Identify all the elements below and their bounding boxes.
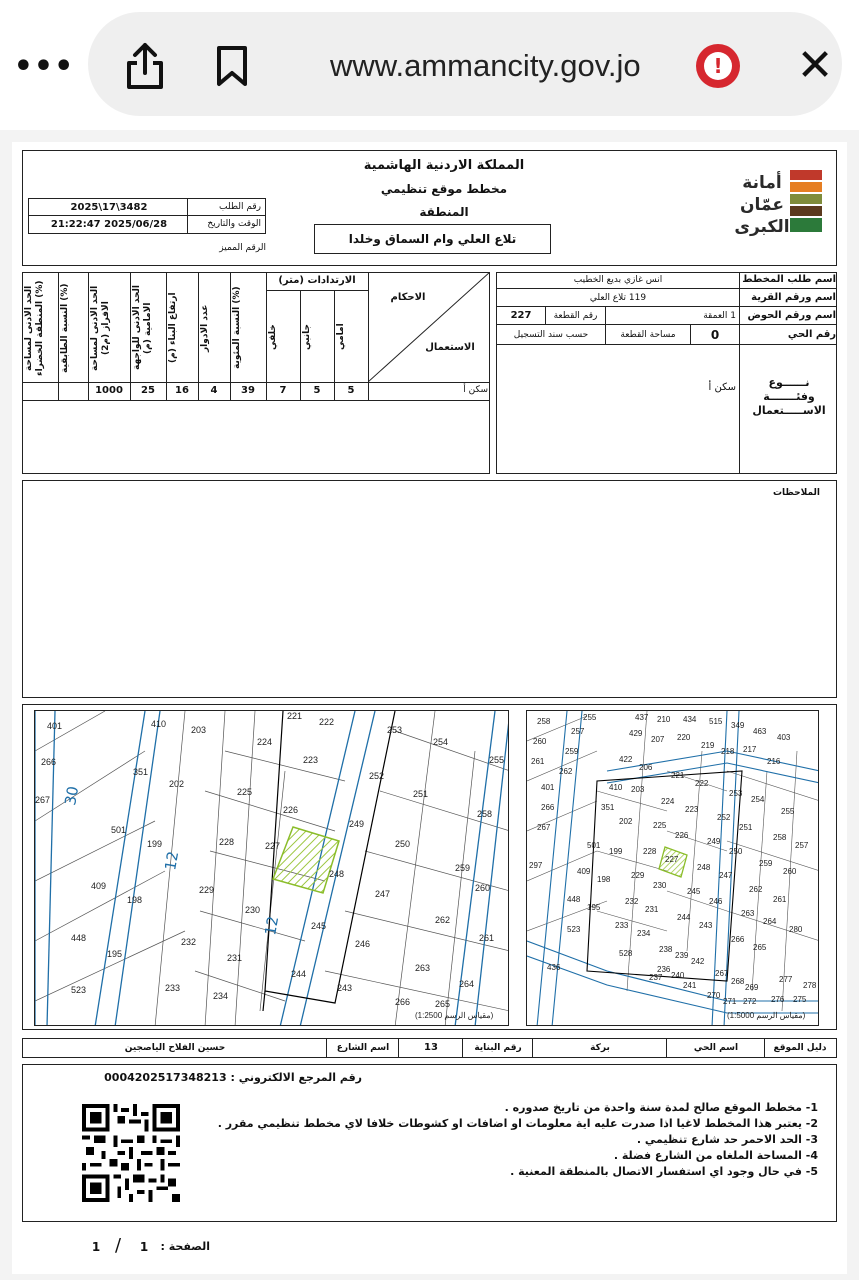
ov-parcel-222: 222 [695, 779, 709, 788]
close-icon[interactable]: ✕ [796, 39, 834, 91]
parcel-202: 202 [169, 779, 185, 789]
row-front: 5 [347, 385, 355, 396]
ov-parcel-243: 243 [699, 921, 713, 930]
ov-parcel-265: 265 [753, 943, 767, 952]
page-total: 1 [91, 1240, 101, 1254]
parcel-267: 267 [35, 795, 51, 805]
divider [605, 306, 606, 344]
ov-parcel-264: 264 [763, 917, 777, 926]
divider [764, 1038, 765, 1058]
parcel-255: 255 [489, 755, 505, 765]
basin-label: اسم ورقم الحوض [747, 310, 836, 321]
plot-label: رقم القطعة [553, 311, 598, 321]
ov-parcel-250: 250 [729, 847, 743, 856]
min-area-label: الحد الادنى لمساحة الافراز (م2) [90, 285, 111, 371]
ov-parcel-297: 297 [529, 861, 543, 870]
divider [22, 400, 490, 401]
row-frontage: 25 [141, 385, 155, 396]
ov-parcel-227: 227 [665, 855, 679, 864]
use-value: سكن أ [708, 382, 736, 393]
street-label-12b: 12 [261, 914, 283, 937]
ov-parcel-410: 410 [609, 783, 623, 792]
row-use: سكن أ [463, 385, 488, 395]
ov-parcel-278: 278 [803, 981, 817, 990]
parcel-203: 203 [191, 725, 207, 735]
parcel-227: 227 [265, 841, 281, 851]
plot-value: 227 [510, 310, 532, 321]
divider [22, 382, 490, 383]
street-name-value: حسين الفلاح الياصجين [124, 1043, 226, 1053]
ov-parcel-261: 261 [531, 757, 545, 766]
divider [266, 290, 368, 291]
row-coverage: 39 [241, 385, 255, 396]
ref-label: رقم المرجع الالكتروني : [230, 1071, 362, 1084]
datetime-value: 21:22:47 2025/06/28 [50, 219, 168, 230]
note-2: 2- يعتبر هذا المخطط لاغيا اذا صدرت عليه اية معلومات او اضافات او كشوطات خلافا لاي مخطط تنظيمي مقرر . [217, 1117, 818, 1130]
setbacks-label: الارتدادات (متر) [278, 275, 356, 286]
map-detail-drawing [35, 711, 509, 1026]
parcel-448: 448 [71, 933, 87, 943]
request-no-label: رقم الطلب [187, 199, 265, 216]
parcel-199: 199 [147, 839, 163, 849]
ov-parcel-272: 272 [743, 997, 757, 1006]
divider [496, 324, 837, 325]
ov-parcel-195: 195 [587, 903, 601, 912]
ov-parcel-236: 236 [657, 965, 671, 974]
row-back: 7 [279, 385, 287, 396]
ov-parcel-268: 268 [731, 977, 745, 986]
ov-parcel-199: 199 [609, 847, 623, 856]
parcel-266: 266 [395, 997, 411, 1007]
parcel-195: 195 [107, 949, 123, 959]
ov-parcel-515: 515 [709, 717, 723, 726]
parcel-263: 263 [415, 963, 431, 973]
ov-parcel-409: 409 [577, 867, 591, 876]
ov-parcel-448: 448 [567, 895, 581, 904]
parcel-260: 260 [475, 883, 491, 893]
parcel-254: 254 [433, 737, 449, 747]
ov-parcel-267: 267 [537, 823, 551, 832]
parcel-262: 262 [435, 915, 451, 925]
logo-mark-icon [788, 166, 824, 238]
parcel-247: 247 [375, 889, 391, 899]
special-no-label: الرقم المميز [219, 243, 266, 253]
ov-parcel-251: 251 [739, 823, 753, 832]
datetime-label: الوقت والتاريخ [187, 216, 265, 233]
ov-parcel-202: 202 [619, 817, 633, 826]
ov-parcel-257: 257 [571, 727, 585, 736]
ov-parcel-252: 252 [717, 813, 731, 822]
use-label-1: نــــــوع [768, 376, 810, 389]
map-overview-5000[interactable] [526, 710, 819, 1026]
divider [496, 344, 837, 345]
frontage-label: الحد الادنى للواجهة الامامية (م) [132, 285, 153, 371]
note-4: 4- المساحة الملغاه من الشارع فضلة . [613, 1149, 818, 1162]
left-map-scale: (مقياس الرسم 1:2500) [415, 1011, 494, 1020]
divider [198, 272, 199, 400]
right-map-scale: (مقياس الرسم 1:5000) [727, 1011, 806, 1020]
parcel-234: 234 [213, 991, 229, 1001]
ref-value: 0004202517348213 [104, 1071, 227, 1084]
bookmark-icon[interactable] [208, 40, 256, 92]
ov-parcel-258: 258 [537, 717, 551, 726]
ov-parcel-263: 263 [741, 909, 755, 918]
ov-parcel-221: 221 [671, 771, 685, 780]
parcel-523: 523 [71, 985, 87, 995]
divider [88, 272, 89, 400]
street-label-12: 12 [161, 849, 183, 872]
ov-parcel-523: 523 [567, 925, 581, 934]
basin-value: 1 العمقة [703, 311, 736, 321]
ov-parcel-267b: 267 [715, 969, 729, 978]
divider [739, 272, 740, 474]
village-label: اسم ورقم القرية [751, 292, 836, 303]
request-no-value: 2025\17\3482 [70, 202, 148, 213]
ov-parcel-233: 233 [615, 921, 629, 930]
row-height: 16 [175, 385, 189, 396]
divider [532, 1038, 533, 1058]
ov-parcel-259: 259 [565, 747, 579, 756]
rules-label: الاحكام [390, 292, 426, 303]
ov-parcel-501: 501 [587, 841, 601, 850]
divider [496, 288, 837, 289]
ov-parcel-434: 434 [683, 715, 697, 724]
parcel-248: 248 [329, 869, 345, 879]
ov-parcel-242: 242 [691, 957, 705, 966]
parcel-253: 253 [387, 725, 403, 735]
request-table [28, 198, 266, 234]
row-side: 5 [313, 385, 321, 396]
ov-parcel-239: 239 [675, 951, 689, 960]
map-detail-2500[interactable] [34, 710, 509, 1026]
ov-parcel-275: 275 [793, 995, 807, 1004]
ov-parcel-218: 218 [721, 747, 735, 756]
far-label: النسبة الطابقية (%) [60, 283, 70, 373]
district-value: 0 [710, 328, 720, 342]
ov-parcel-225: 225 [653, 821, 667, 830]
parcel-401: 401 [47, 721, 63, 731]
ov-parcel-403: 403 [777, 733, 791, 742]
floors-label: عدد الادوار [200, 304, 210, 352]
parcel-251: 251 [413, 789, 429, 799]
parcel-501: 501 [111, 825, 127, 835]
row-min-area: 1000 [95, 385, 123, 396]
ov-parcel-216: 216 [767, 757, 781, 766]
diagonal-divider [368, 272, 490, 382]
ov-parcel-231: 231 [645, 905, 659, 914]
ov-parcel-266: 266 [541, 803, 555, 812]
page-label: الصفحة : [160, 1240, 210, 1253]
ov-parcel-246: 246 [709, 897, 723, 906]
parcel-246: 246 [355, 939, 371, 949]
parcel-249: 249 [349, 819, 365, 829]
warning-icon[interactable]: ! [696, 44, 740, 88]
share-icon[interactable] [120, 38, 170, 94]
parcel-228: 228 [219, 837, 235, 847]
divider [230, 272, 231, 400]
ov-parcel-253: 253 [729, 789, 743, 798]
parcel-230: 230 [245, 905, 261, 915]
parcel-259: 259 [455, 863, 471, 873]
ov-parcel-266b: 266 [731, 935, 745, 944]
ov-parcel-220: 220 [677, 733, 691, 742]
plot-area-value: حسب سند التسجيل [513, 330, 589, 340]
parcel-231: 231 [227, 953, 243, 963]
note-3: 3- الحد الاحمر حد شارع تنظيمي . [636, 1133, 818, 1146]
parcel-198: 198 [127, 895, 143, 905]
ov-parcel-229: 229 [631, 871, 645, 880]
ov-parcel-422: 422 [619, 755, 633, 764]
ov-parcel-437: 437 [635, 713, 649, 722]
ov-parcel-429: 429 [629, 729, 643, 738]
use-column-label: الاستعمال [425, 342, 475, 353]
ov-parcel-230: 230 [653, 881, 667, 890]
ov-parcel-238: 238 [659, 945, 673, 954]
ov-parcel-436: 436 [547, 963, 561, 972]
ov-parcel-257b: 257 [795, 841, 809, 850]
ov-parcel-260b: 260 [783, 867, 797, 876]
logo-text: أمانة عمّان الكبرى [734, 173, 790, 237]
more-icon[interactable]: ••• [13, 48, 75, 84]
parcel-351: 351 [133, 767, 149, 777]
use-label-3: الاســـــتعمال [752, 404, 826, 417]
ov-parcel-280: 280 [789, 925, 803, 934]
ov-parcel-351: 351 [601, 803, 615, 812]
street-label-30: 30 [61, 784, 83, 807]
ov-parcel-269: 269 [745, 983, 759, 992]
area-value: تلاع العلي وام السماق وخلدا [314, 224, 551, 254]
parcel-252: 252 [369, 771, 385, 781]
divider [496, 306, 837, 307]
ov-parcel-528: 528 [619, 949, 633, 958]
village-value: 119 تلاع العلي [589, 293, 647, 303]
divider [666, 1038, 667, 1058]
ov-parcel-219: 219 [701, 741, 715, 750]
divider [326, 1038, 327, 1058]
ov-parcel-247: 247 [719, 871, 733, 880]
ov-parcel-245: 245 [687, 887, 701, 896]
parcel-233: 233 [165, 983, 181, 993]
divider [166, 272, 167, 400]
amman-logo [732, 166, 824, 244]
ov-parcel-262: 262 [559, 767, 573, 776]
ov-parcel-260: 260 [533, 737, 547, 746]
applicant-label: اسم طلب المخطط [742, 274, 836, 285]
remarks-label: الملاحظات [772, 488, 820, 498]
ov-parcel-270: 270 [707, 991, 721, 1000]
ov-parcel-198: 198 [597, 875, 611, 884]
ov-parcel-277: 277 [779, 975, 793, 984]
height-label: ارتفاع البناء (م) [168, 292, 178, 364]
page-separator: / [114, 1235, 122, 1256]
divider [58, 272, 59, 400]
district-name-label: اسم الحي [693, 1043, 739, 1053]
divider [130, 272, 131, 400]
divider [398, 1038, 399, 1058]
front-setback-label: امامي [336, 323, 346, 351]
divider [266, 272, 267, 400]
divider [334, 290, 335, 400]
parcel-225: 225 [237, 787, 253, 797]
district-name-value: بركة [590, 1043, 610, 1053]
note-1: 1- مخطط الموقع صالح لمدة سنة واحدة من تاريخ صدوره . [504, 1101, 818, 1114]
side-setback-label: جانبي [302, 323, 312, 351]
parcel-265: 265 [435, 999, 451, 1009]
building-no-value: 13 [424, 1042, 438, 1053]
parcel-410: 410 [151, 719, 167, 729]
ov-parcel-207: 207 [651, 735, 665, 744]
ov-parcel-206: 206 [639, 763, 653, 772]
ov-parcel-224: 224 [661, 797, 675, 806]
remarks-box [22, 480, 837, 698]
parcel-243: 243 [337, 983, 353, 993]
ov-parcel-255: 255 [583, 713, 597, 722]
green-area-label: الحد الادنى لمساحة المنطقة الخضراء (%) [24, 280, 45, 376]
parcel-226: 226 [283, 805, 299, 815]
parcel-244: 244 [291, 969, 307, 979]
note-5: 5- في حال وجود اي استفسار الاتصال بالمنطقة المعنية . [510, 1165, 818, 1178]
ov-parcel-259b: 259 [759, 859, 773, 868]
use-label-2: وفئـــــــة [763, 390, 815, 403]
url-text[interactable]: www.ammancity.gov.jo [330, 48, 641, 83]
ov-parcel-210: 210 [657, 715, 671, 724]
ref-label-line [104, 1071, 362, 1085]
ov-parcel-226: 226 [675, 831, 689, 840]
qr-code-icon [82, 1104, 180, 1202]
divider [462, 1038, 463, 1058]
ov-parcel-248: 248 [697, 863, 711, 872]
row-floors: 4 [210, 385, 218, 396]
parcel-258: 258 [477, 809, 493, 819]
parcel-264: 264 [459, 979, 475, 989]
divider [545, 306, 546, 324]
ov-parcel-258b: 258 [773, 833, 787, 842]
parcel-245: 245 [311, 921, 327, 931]
area-label: المنطقة [419, 205, 469, 219]
parcel-223: 223 [303, 755, 319, 765]
ov-parcel-463: 463 [753, 727, 767, 736]
ov-parcel-244: 244 [677, 913, 691, 922]
kingdom-title: المملكة الاردنية الهاشمية [363, 158, 525, 173]
parcel-266: 266 [41, 757, 57, 767]
parcel-221: 221 [287, 711, 303, 721]
ov-parcel-223: 223 [685, 805, 699, 814]
ov-parcel-234: 234 [637, 929, 651, 938]
parcel-232: 232 [181, 937, 197, 947]
district-label: رقم الحي [787, 329, 836, 340]
ov-parcel-241: 241 [683, 981, 697, 990]
applicant-value: انس غازي بديع الخطيب [573, 275, 663, 285]
ov-parcel-255b: 255 [781, 807, 795, 816]
browser-toolbar [0, 0, 859, 130]
parcel-224: 224 [257, 737, 273, 747]
divider [690, 324, 691, 344]
ov-parcel-349: 349 [731, 721, 745, 730]
parcel-409: 409 [91, 881, 107, 891]
coverage-label: النسبة المئوية (%) [232, 286, 242, 370]
parcel-261: 261 [479, 933, 495, 943]
document-title: مخطط موقع تنظيمي [380, 182, 508, 196]
page-current: 1 [139, 1240, 149, 1254]
building-no-label: رقم البناية [474, 1043, 522, 1053]
ov-parcel-276: 276 [771, 995, 785, 1004]
plot-area-label: مساحة القطعة [620, 330, 676, 340]
location-guide-label: دليل الموقع [773, 1043, 827, 1053]
parcel-222: 222 [319, 717, 335, 727]
ov-parcel-261b: 261 [773, 895, 787, 904]
ov-parcel-254: 254 [751, 795, 765, 804]
ov-parcel-249: 249 [707, 837, 721, 846]
divider [300, 290, 301, 400]
parcel-229: 229 [199, 885, 215, 895]
street-name-label: اسم الشارع [336, 1043, 390, 1053]
ov-parcel-262b: 262 [749, 885, 763, 894]
ov-parcel-237: 237 [649, 973, 663, 982]
back-setback-label: خلفي [268, 324, 278, 350]
ov-parcel-240: 240 [671, 971, 685, 980]
ov-parcel-228: 228 [643, 847, 657, 856]
ov-parcel-232: 232 [625, 897, 639, 906]
ov-parcel-203: 203 [631, 785, 645, 794]
ov-parcel-401: 401 [541, 783, 555, 792]
parcel-250: 250 [395, 839, 411, 849]
ov-parcel-217: 217 [743, 745, 757, 754]
ov-parcel-271: 271 [723, 997, 737, 1006]
